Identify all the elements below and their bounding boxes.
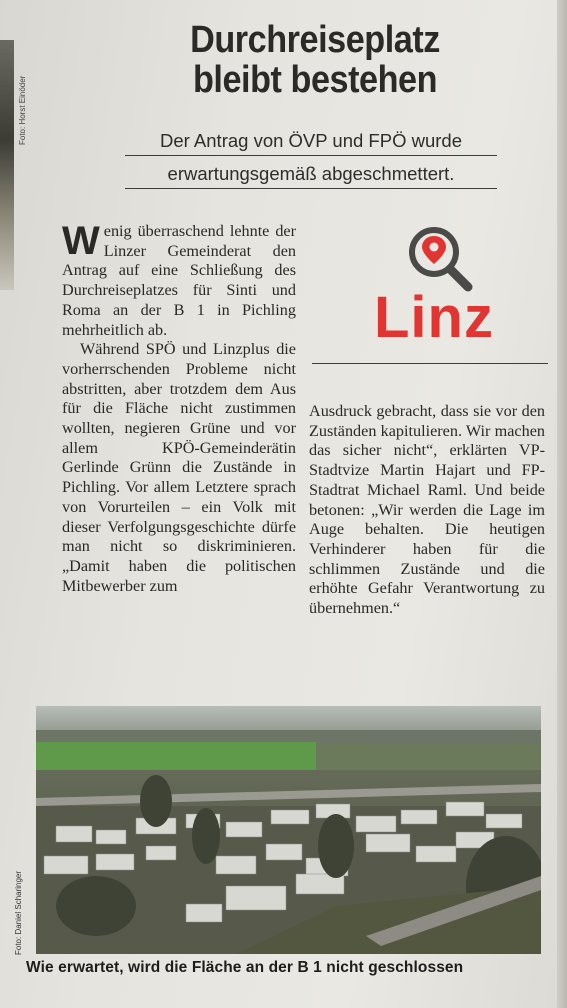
headline-line-1: Durchreiseplatz — [190, 19, 440, 61]
location-badge — [312, 218, 548, 364]
paragraph-2: Während SPÖ und Linzplus die vorherrschenden Probleme nicht abstritten, aber trotzdem dem Aus für die Fläche nicht zustimmen wollten, negieren Grüne und vor allem KPÖ-Gemeinderätin Gerlinde Grünn die Zustände in Pichling. Vor allem Letztere sprach von Vorurteilen – ein Volk mit dieser Verfolgungsgeschichte dürfe man nicht so diskriminieren. „Damit haben die politischen Mitbewerber zum — [62, 340, 296, 595]
headline — [140, 20, 491, 100]
page-edge-right — [557, 0, 567, 1008]
photo-caption: Wie erwartet, wird die Fläche an der B 1 nicht geschlossen — [26, 959, 464, 976]
paragraph-3: Ausdruck gebracht, dass sie vor den Zuständen kapitulieren. Wir machen das sicher nicht“, erklärten VP-Stadtvize Martin Hajart und FP-Stadtrat Michael Raml. Und beide betonen: „Wir werden die Lage im Auge behalten. Die heutigen Verhinderer haben für die schlimmen Zustände und die erhöhte Gefahr Verantwortung zu übernehmen.“ — [309, 402, 545, 618]
location-label: Linz — [374, 285, 494, 350]
adjacent-photo-edge — [0, 40, 14, 290]
headline-line-2: bleibt bestehen — [192, 59, 438, 101]
photo-credit-top: Foto: Horst Einöder — [18, 75, 27, 145]
article-column-right — [309, 402, 545, 619]
article-photo-campsite — [36, 706, 541, 954]
subheadline-line-1: Der Antrag von ÖVP und FPÖ wurde — [125, 130, 497, 156]
article-column-left — [62, 219, 296, 596]
paragraph-1-text: enig überraschend lehnte der Linzer Gemeinderat den Antrag auf eine Schließung des Durchreiseplatzes für Sinti und Roma an der B 1 in Pichling mehrheitlich ab. — [62, 222, 296, 339]
dropcap: W — [62, 219, 100, 263]
subheadline-line-2: erwartungsgemäß abgeschmettert. — [125, 163, 497, 189]
paragraph-1 — [62, 219, 296, 340]
photo-credit-bottom: Foto: Daniel Scharinger — [14, 870, 23, 955]
